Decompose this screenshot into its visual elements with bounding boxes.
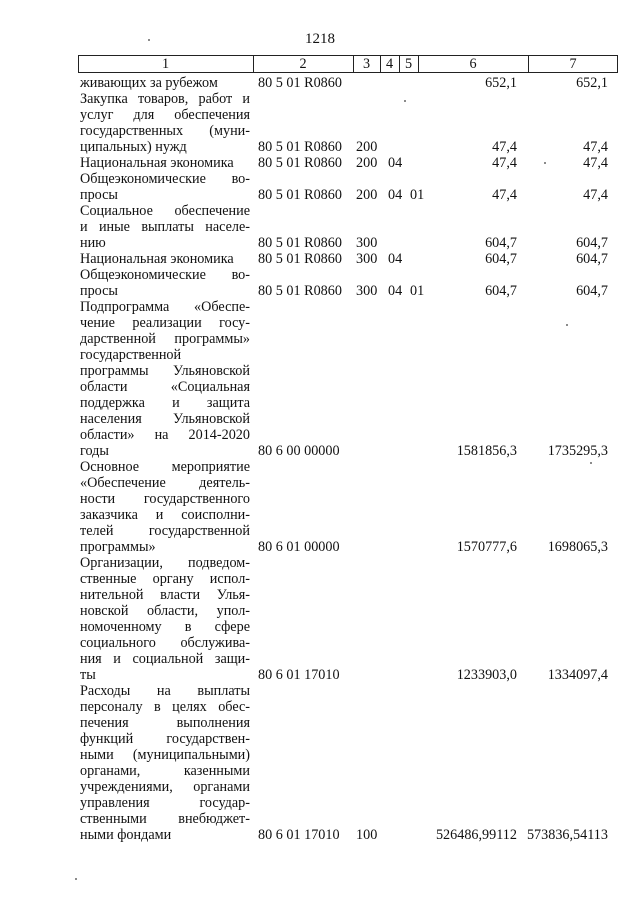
amount-col-7: 652,1 (576, 75, 608, 91)
page-number: 1218 (305, 31, 335, 47)
expense-type: 300 (356, 283, 378, 299)
description-line: номоченному в сфере (80, 619, 250, 635)
description-line: Основное мероприятие (80, 459, 250, 475)
row-description (80, 555, 250, 683)
amount-col-7: 1334097,4 (547, 667, 608, 683)
table-row (80, 299, 620, 459)
header-cell-6: 6 (469, 56, 477, 72)
row-description (80, 267, 250, 299)
header-cell-2: 2 (299, 56, 307, 72)
amount-col-7: 47,4 (583, 187, 608, 203)
description-line: Общеэкономические во- (80, 171, 250, 187)
amount-col-7: 604,7 (576, 235, 608, 251)
amount-col-7: 47,4 (583, 139, 608, 155)
amount-col-7: 573836,54113 (526, 827, 608, 843)
amount-col-7: 1735295,3 (547, 443, 608, 459)
expense-type: 100 (356, 827, 378, 843)
description-line: ственные органу испол- (80, 571, 250, 587)
table-row (80, 155, 620, 171)
description-line: Национальная экономика (80, 251, 234, 267)
description-line: печения выполнения (80, 715, 250, 731)
scan-speck (544, 162, 546, 164)
description-line: чение реализации госу- (80, 315, 250, 331)
scan-speck (75, 878, 77, 880)
description-line: Социальное обеспечение (80, 203, 250, 219)
row-description (80, 683, 250, 843)
description-line: Общеэкономические во- (80, 267, 250, 283)
description-line: живающих за рубежом (80, 75, 218, 91)
description-line: ципальных) нужд (80, 139, 187, 155)
amount-col-7: 604,7 (576, 283, 608, 299)
description-line: Организации, подведом- (80, 555, 250, 571)
expense-type: 200 (356, 155, 378, 171)
description-line: государственной (80, 347, 182, 363)
amount-col-7: 604,7 (576, 251, 608, 267)
expense-type: 200 (356, 187, 378, 203)
amount-col-6: 604,7 (485, 283, 517, 299)
table-row (80, 459, 620, 555)
description-line: услуг для обеспечения (80, 107, 250, 123)
description-line: дарственной программы» (80, 331, 250, 347)
description-line: Расходы на выплаты (80, 683, 250, 699)
description-line: управления государ- (80, 795, 250, 811)
description-line: ты (80, 667, 96, 683)
budget-code: 80 5 01 R0860 (258, 139, 342, 155)
amount-col-6: 526486,99112 (435, 827, 517, 843)
section: 04 (388, 187, 403, 203)
description-line: заказчика и соисполни- (80, 507, 250, 523)
row-description (80, 91, 250, 155)
amount-col-6: 604,7 (485, 235, 517, 251)
description-line: органами, казенными (80, 763, 250, 779)
description-line: ственными внебюджет- (80, 811, 250, 827)
description-line: Подпрограмма «Обеспе- (80, 299, 250, 315)
row-description (80, 203, 250, 251)
description-line: ния и социальной защи- (80, 651, 250, 667)
table-header-row (78, 55, 618, 73)
table-row (80, 251, 620, 267)
amount-col-6: 47,4 (492, 139, 517, 155)
table-divider (617, 56, 618, 72)
budget-code: 80 5 01 R0860 (258, 75, 342, 91)
header-cell-1: 1 (161, 56, 170, 72)
description-line: функций государствен- (80, 731, 250, 747)
description-line: учреждениями, органами (80, 779, 250, 795)
amount-col-7: 1698065,3 (547, 539, 608, 555)
scan-speck (404, 100, 406, 102)
section: 04 (388, 283, 403, 299)
subsection: 01 (410, 187, 425, 203)
scan-speck (590, 462, 592, 464)
subsection: 01 (410, 283, 425, 299)
scan-speck (148, 39, 150, 41)
description-line: области «Социальная (80, 379, 250, 395)
description-line: государственных (муни- (80, 123, 250, 139)
description-line: области» на 2014-2020 (80, 427, 250, 443)
budget-code: 80 5 01 R0860 (258, 235, 342, 251)
amount-col-6: 1233903,0 (456, 667, 517, 683)
description-line: ными (муниципальными) (80, 747, 250, 763)
budget-code: 80 5 01 R0860 (258, 155, 342, 171)
description-line: просы (80, 283, 118, 299)
amount-col-6: 604,7 (485, 251, 517, 267)
budget-code: 80 6 00 00000 (258, 443, 340, 459)
budget-code: 80 6 01 00000 (258, 539, 340, 555)
budget-code: 80 5 01 R0860 (258, 251, 342, 267)
table-row (80, 75, 620, 91)
amount-col-6: 1570777,6 (456, 539, 517, 555)
row-description (80, 155, 250, 171)
expense-type: 200 (356, 139, 378, 155)
expense-type: 300 (356, 251, 378, 267)
row-description (80, 75, 250, 91)
amount-col-6: 47,4 (492, 155, 517, 171)
table-row (80, 171, 620, 203)
budget-code: 80 6 01 17010 (258, 827, 340, 843)
scan-speck (566, 324, 568, 326)
header-cell-4: 4 (385, 56, 394, 72)
row-description (80, 299, 250, 459)
table-row (80, 203, 620, 251)
amount-col-6: 1581856,3 (456, 443, 517, 459)
budget-code: 80 6 01 17010 (258, 667, 340, 683)
table-row (80, 267, 620, 299)
table-row (80, 683, 620, 843)
description-line: поддержка и защита (80, 395, 250, 411)
description-line: новской области, упол- (80, 603, 250, 619)
description-line: нию (80, 235, 106, 251)
header-cell-7: 7 (569, 56, 577, 72)
description-line: и иные выплаты населе- (80, 219, 250, 235)
description-line: программы» (80, 539, 156, 555)
row-description (80, 251, 250, 267)
description-line: Закупка товаров, работ и (80, 91, 250, 107)
table-row (80, 555, 620, 683)
expense-type: 300 (356, 235, 378, 251)
header-cell-3: 3 (362, 56, 371, 72)
budget-code: 80 5 01 R0860 (258, 283, 342, 299)
description-line: Национальная экономика (80, 155, 234, 171)
row-description (80, 171, 250, 203)
section: 04 (388, 251, 403, 267)
description-line: социального обслужива- (80, 635, 250, 651)
description-line: персоналу в целях обес- (80, 699, 250, 715)
header-cell-5: 5 (404, 56, 413, 72)
description-line: телей государственной (80, 523, 250, 539)
description-line: годы (80, 443, 109, 459)
description-line: «Обеспечение деятель- (80, 475, 250, 491)
amount-col-7: 47,4 (583, 155, 608, 171)
description-line: ности государственного (80, 491, 250, 507)
amount-col-6: 47,4 (492, 187, 517, 203)
budget-code: 80 5 01 R0860 (258, 187, 342, 203)
description-line: населения Ульяновской (80, 411, 250, 427)
row-description (80, 459, 250, 555)
description-line: программы Ульяновской (80, 363, 250, 379)
amount-col-6: 652,1 (485, 75, 517, 91)
section: 04 (388, 155, 403, 171)
table-row (80, 91, 620, 155)
description-line: ными фондами (80, 827, 172, 843)
description-line: нительной власти Улья- (80, 587, 250, 603)
description-line: просы (80, 187, 118, 203)
